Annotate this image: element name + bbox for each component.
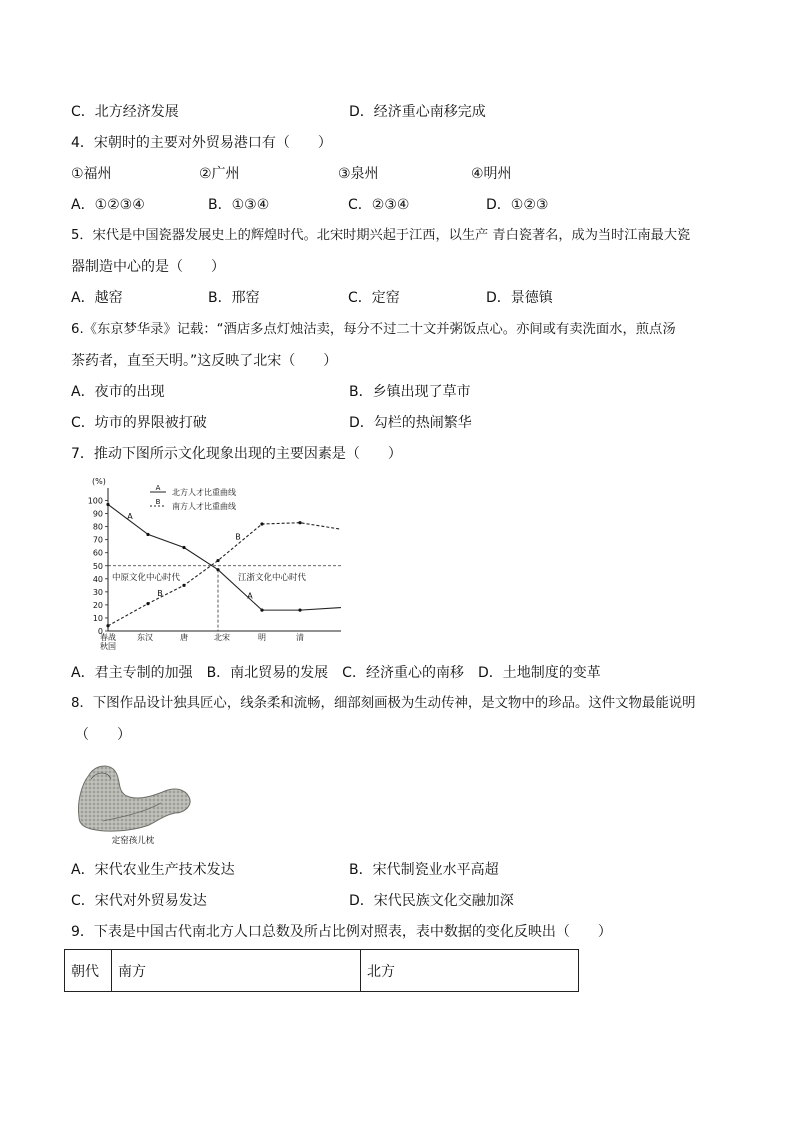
q4-item-2: ②广州 (199, 166, 240, 182)
data-point-B (182, 584, 185, 587)
artifact-caption: 定窑孩儿枕 (111, 836, 155, 846)
talent-ratio-line-chart (86, 474, 348, 656)
y-tick-label: 20 (92, 600, 103, 610)
series-key-label: B (235, 532, 241, 542)
q8-option-d: D．宋代民族文化交融加深 (349, 893, 514, 909)
q4-option-b: B．①③④ (208, 197, 270, 213)
data-point-A (260, 609, 263, 612)
legend-label: 北方人才比重曲线 (172, 488, 236, 497)
x-tick-label: 明 (258, 633, 266, 642)
q5-option-b: B．邢窑 (208, 290, 260, 306)
table-header-south: 南方 (112, 950, 361, 992)
q4-option-a: A．①②③④ (71, 197, 145, 213)
q7-stem: 7．推动下图所示文化现象出现的主要因素是（ ） (71, 446, 402, 462)
data-point-B (298, 521, 301, 524)
q5-option-c: C．定窑 (348, 290, 400, 306)
legend-key: A (155, 484, 161, 492)
q7-options: A．君主专制的加强 B．南北贸易的发展 C．经济重心的南移 D．土地制度的变革 (71, 665, 601, 681)
q3-option-c: C．北方经济发展 (71, 104, 179, 120)
q3-option-d: D．经济重心南移完成 (349, 104, 486, 120)
q5-stem-line2: 器制造中心的是（ ） (71, 259, 225, 275)
x-tick-label: 春战 (100, 633, 116, 642)
q6-option-a: A．夜市的出现 (71, 384, 165, 400)
q4-item-3: ③泉州 (338, 166, 379, 182)
q4-item-4: ④明州 (471, 166, 512, 182)
table-header-dynasty: 朝代 (65, 950, 112, 992)
data-point-B (106, 624, 109, 627)
data-point-A (298, 609, 301, 612)
series-key-label: A (247, 591, 253, 601)
q4-item-1: ①福州 (71, 166, 112, 182)
legend-label: 南方人才比重曲线 (172, 502, 236, 511)
q5-option-d: D．景德镇 (486, 290, 553, 306)
data-point-B (216, 559, 219, 562)
q6-option-b: B．乡镇出现了草市 (349, 384, 471, 400)
x-tick-label: 清 (296, 633, 304, 642)
ding-kiln-child-pillow-image (73, 755, 195, 847)
y-tick-label: 0 (97, 627, 103, 636)
q5-stem-line1: 5．宋代是中国瓷器发展史上的辉煌时代。北宋时期兴起于江西，以生产 青白瓷著名，成为当时江南最大瓷 (71, 228, 691, 243)
y-tick-label: 90 (92, 509, 103, 519)
y-tick-label: 10 (92, 613, 103, 623)
y-tick-label: 100 (87, 496, 103, 506)
series-key-label: B (157, 588, 163, 598)
q6-option-d: D．勾栏的热闹繁华 (349, 415, 472, 431)
x-tick-label: 北宋 (214, 633, 230, 642)
data-point-A (146, 533, 149, 536)
q9-stem: 9．下表是中国古代南北方人口总数及所占比例对照表，表中数据的变化反映出（ ） (71, 924, 612, 940)
y-tick-label: 30 (92, 587, 103, 597)
y-axis-unit-label: (%) (92, 477, 106, 486)
table-header-north: 北方 (361, 950, 579, 992)
y-tick-label: 80 (92, 522, 103, 532)
q4-stem: 4．宋朝时的主要对外贸易港口有（ ） (71, 135, 332, 151)
q8-stem-line1: 8．下图作品设计独具匠心，线条柔和流畅，细部刻画极为生动传神，是文物中的珍品。这件文物最能说明 (71, 696, 696, 711)
legend-key: B (155, 498, 161, 506)
population-table (64, 949, 579, 992)
q6-stem-line2: 茶药者，直至天明。”这反映了北宋（ ） (71, 353, 338, 369)
y-tick-label: 50 (92, 561, 103, 571)
q8-option-b: B．宋代制瓷业水平高超 (349, 862, 499, 878)
q5-option-a: A．越窑 (71, 290, 123, 306)
jiangzhe-era-annotation: 江浙文化中心时代 (238, 572, 307, 583)
data-point-A (216, 568, 219, 571)
table-header-row (65, 950, 579, 992)
series-line-A (108, 504, 341, 610)
q6-stem-line1: 6.《东京梦华录》记载：“酒店多点灯烛沽卖，每分不过二十文并粥饭点心。亦间或有卖洗面水，煎点汤 (71, 322, 676, 337)
series-key-label: A (127, 511, 133, 521)
y-tick-label: 60 (92, 548, 103, 558)
data-point-B (260, 522, 263, 525)
q8-option-a: A．宋代农业生产技术发达 (71, 862, 235, 878)
data-point-A (182, 546, 185, 549)
q8-stem-line2: （ ） (75, 727, 131, 743)
data-point-A (106, 503, 109, 506)
q6-option-c: C．坊市的界限被打破 (71, 415, 207, 431)
y-tick-label: 70 (92, 535, 103, 545)
q4-option-c: C．②③④ (348, 197, 410, 213)
q4-option-d: D．①②③ (486, 197, 549, 213)
q8-option-c: C．宋代对外贸易发达 (71, 893, 207, 909)
central-plains-era-annotation: 中原文化中心时代 (112, 572, 181, 583)
x-tick-label: 东汉 (137, 633, 153, 642)
x-tick-label: 唐 (180, 633, 188, 642)
y-tick-label: 40 (92, 574, 103, 584)
x-tick-label: 秋国 (100, 642, 116, 651)
data-point-B (146, 602, 149, 605)
